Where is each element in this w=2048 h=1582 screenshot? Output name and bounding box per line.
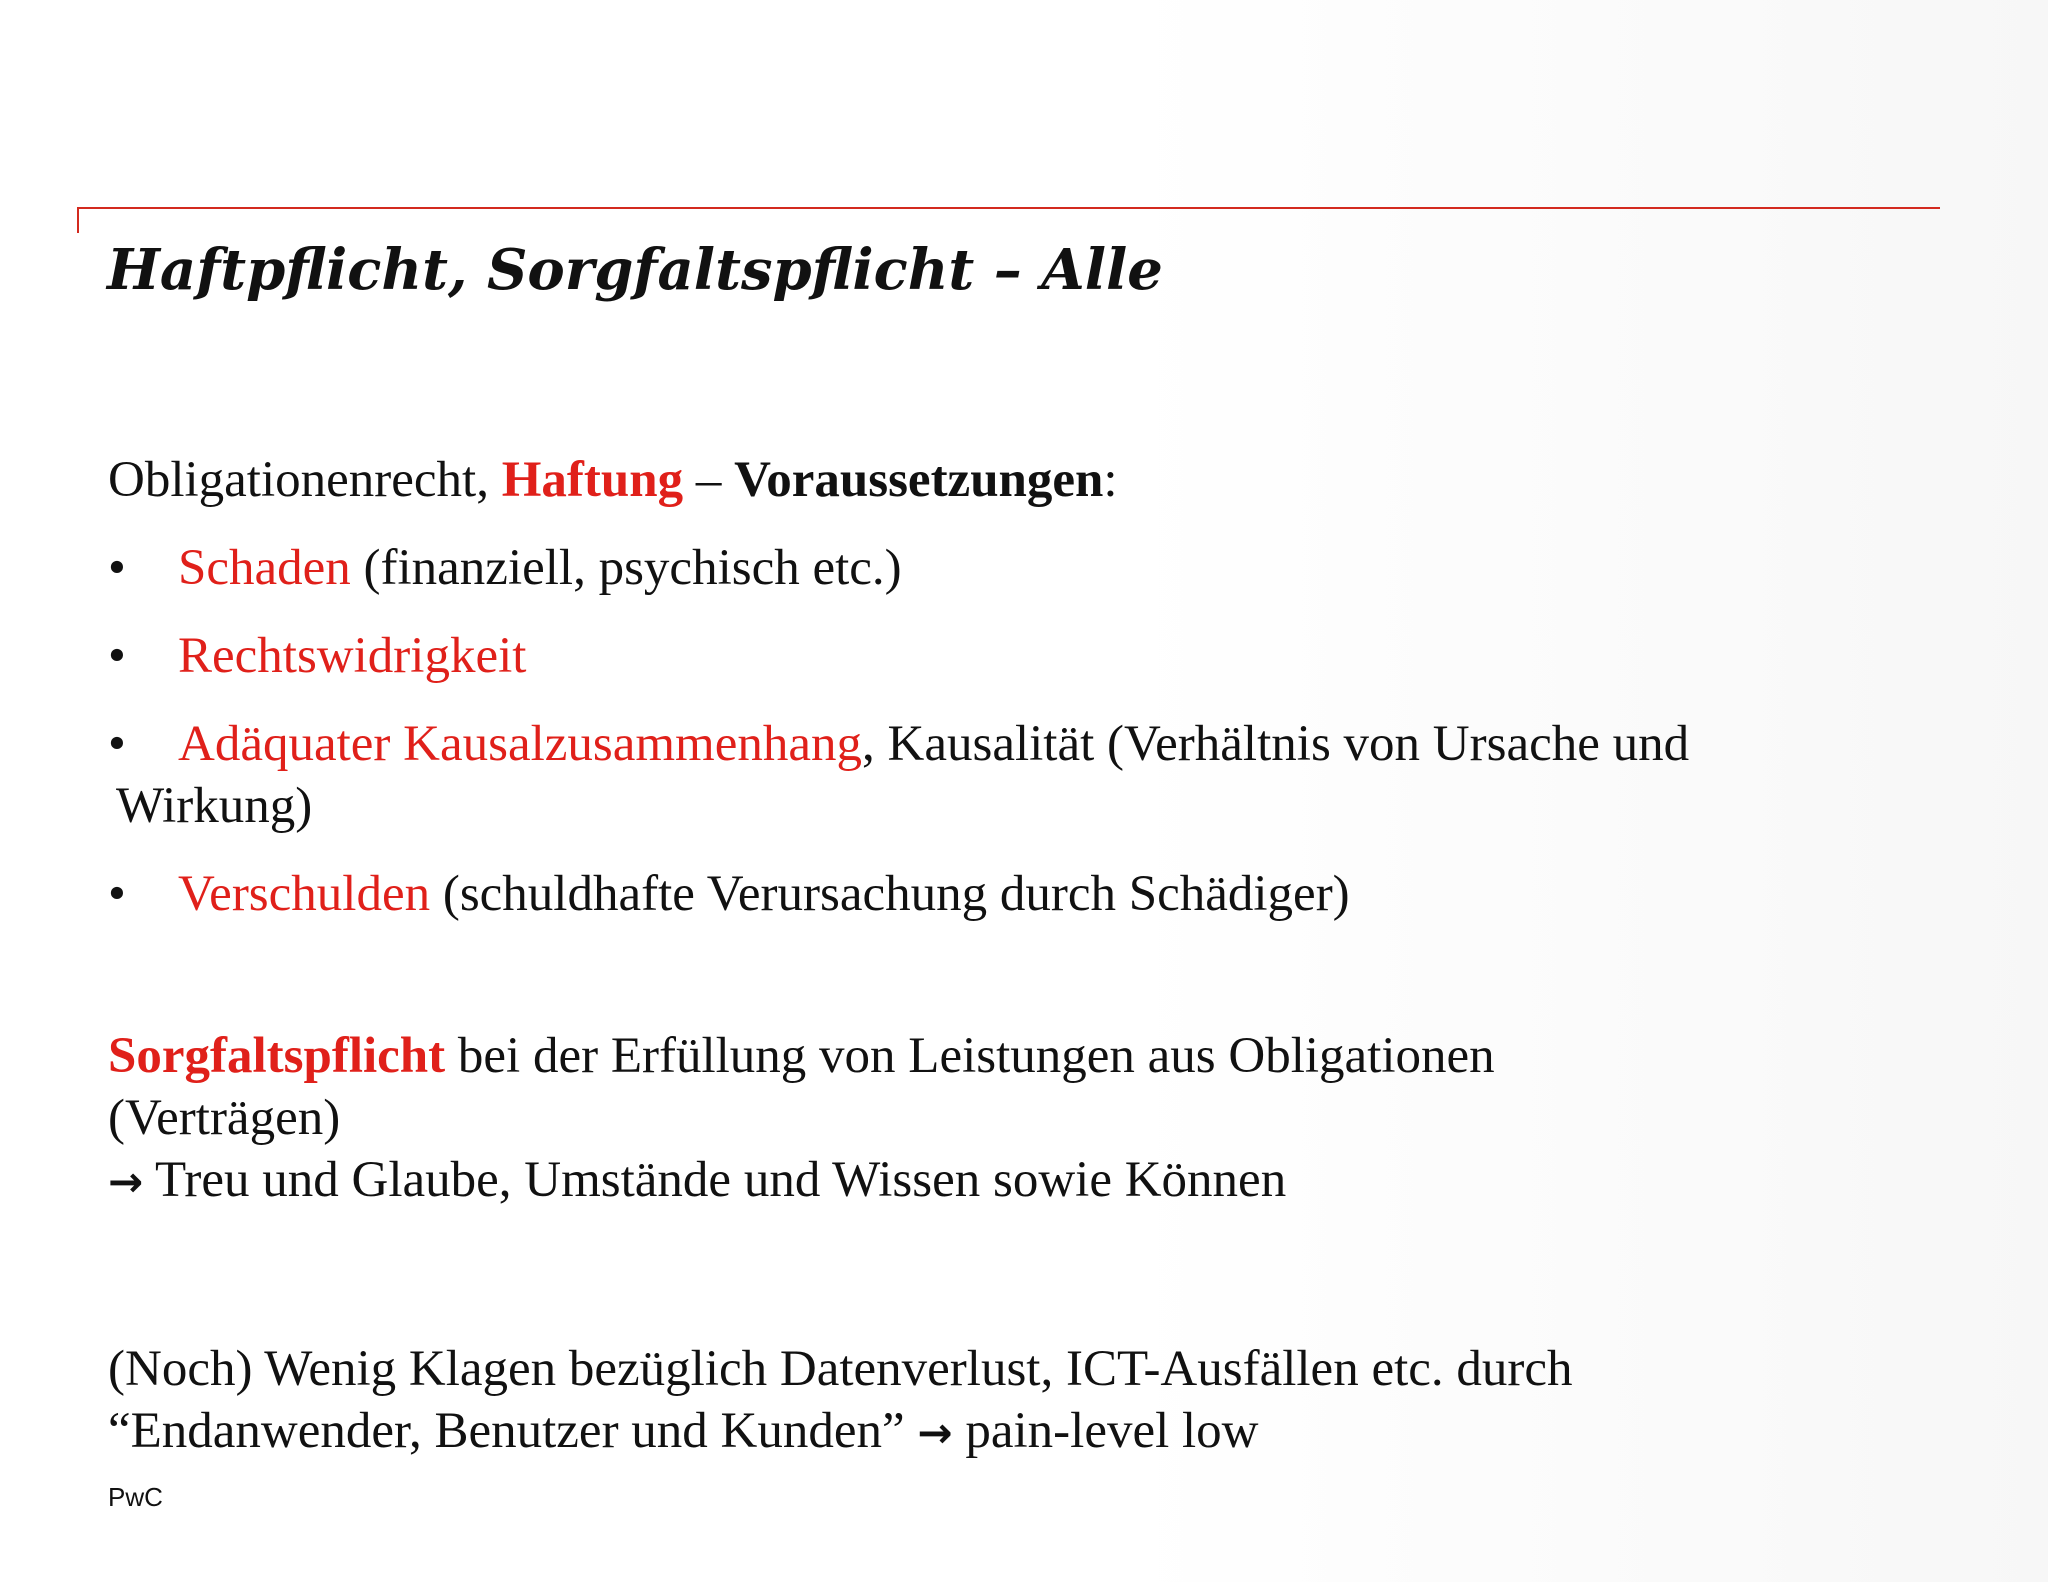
list-item — [108, 713, 1938, 837]
title-rule-corner — [77, 207, 79, 233]
klagen-line2: “Endanwender, Benutzer und Kunden” — [108, 1403, 918, 1459]
bullet-text: (schuldhafte Verursachung durch Schädiger) — [430, 866, 1350, 922]
bullet-term: Rechtswidrigkeit — [178, 628, 527, 684]
intro-suffix: : — [1103, 452, 1118, 508]
intro-line — [108, 449, 1938, 511]
sorgfalt-line2: (Verträgen) — [108, 1090, 341, 1146]
slide-title: Haftpflicht, Sorgfaltspflicht – Alle — [107, 237, 1163, 303]
bullet-icon: • — [108, 866, 126, 922]
intro-bold: Voraussetzungen — [734, 452, 1104, 508]
klagen-paragraph — [108, 1338, 1938, 1464]
klagen-line1: (Noch) Wenig Klagen bezüglich Datenverlust, ICT-Ausfällen etc. durch — [108, 1341, 1573, 1397]
slide-content — [108, 449, 1938, 1464]
list-item — [108, 863, 1938, 925]
sorgfalt-text: bei der Erfüllung von Leistungen aus Obligationen — [445, 1028, 1495, 1084]
intro-dash: – — [683, 452, 735, 508]
bullet-text: , Kausalität (Verhältnis von Ursache und — [862, 716, 1690, 772]
intro-highlight: Haftung — [501, 452, 684, 508]
bullet-text-continued: Wirkung) — [116, 778, 313, 834]
title-rule — [77, 207, 1940, 209]
sorgfalt-line3: Treu und Glaube, Umstände und Wissen sowie Können — [143, 1152, 1287, 1208]
bullet-icon: • — [108, 628, 126, 684]
footer-brand: PwC — [108, 1482, 163, 1512]
bullet-term: Adäquater Kausalzusammenhang — [178, 716, 862, 772]
sorgfalt-term: Sorgfaltspflicht — [108, 1028, 446, 1084]
bullet-term: Schaden — [178, 540, 351, 596]
sorgfalt-paragraph — [108, 1025, 1938, 1213]
bullet-term: Verschulden — [178, 866, 431, 922]
bullet-icon: • — [108, 716, 126, 772]
requirements-list — [108, 537, 1938, 925]
arrow-right-icon: → — [917, 1408, 953, 1457]
list-item — [108, 625, 1938, 687]
bullet-icon: • — [108, 540, 126, 596]
arrow-right-icon: → — [108, 1157, 144, 1206]
intro-prefix: Obligationenrecht, — [108, 452, 502, 508]
bullet-text: (finanziell, psychisch etc.) — [350, 540, 902, 596]
klagen-line2-end: pain-level low — [952, 1403, 1259, 1459]
list-item — [108, 537, 1938, 599]
